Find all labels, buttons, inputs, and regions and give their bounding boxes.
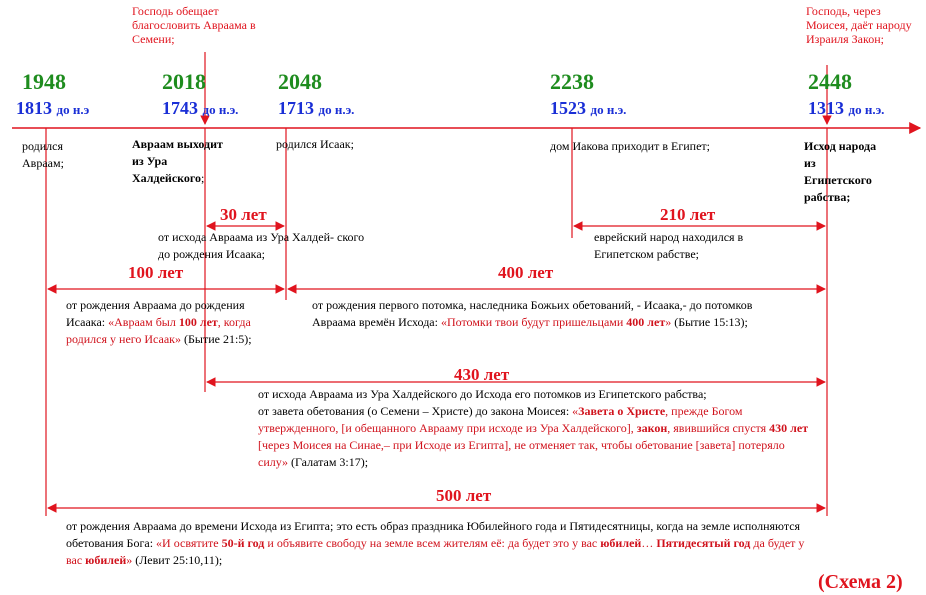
event-abraham-born: родился Авраам; <box>22 139 64 170</box>
year-bc-1313: 1313 до н.э. <box>808 98 885 118</box>
year-bc-1523: 1523 до н.э. <box>550 98 627 118</box>
event-abraham-leaves: Авраам выходит из Ура Халдейского; <box>132 137 223 185</box>
year-bc-1813: 1813 до н.э <box>16 98 90 118</box>
span-210-label: 210 лет <box>660 205 716 224</box>
span-30-desc: от исхода Авраама из Ура Халдей- ского до рождения Исаака; <box>158 230 365 261</box>
year-am-2448: 2448 <box>808 69 852 94</box>
span-100-label: 100 лет <box>128 263 184 282</box>
span-400-label: 400 лет <box>498 263 554 282</box>
event-jacob-egypt: дом Иакова приходит в Египет; <box>550 139 710 153</box>
span-210-desc: еврейский народ находился в Египетском рабстве; <box>594 230 744 261</box>
year-am-2238: 2238 <box>550 69 594 94</box>
year-am-2018: 2018 <box>162 69 206 94</box>
year-am-1948: 1948 <box>22 69 66 94</box>
note-blessing: Господь обещает благословить Авраама в Семени; <box>132 4 256 46</box>
year-am-2048: 2048 <box>278 69 322 94</box>
span-430-desc: от исхода Авраама из Ура Халдейского до Исхода его потомков из Египетского рабства; от завета обетования (о Семени – Христе) до закона Моисея: «Завета о Христе, прежде Богом утвержденного, [и обещанного Аврааму при исходе из Ура Халдейского], закон, явившийся спустя 430 лет [через Моисея на Синае,– при Исходе из Египта], не отменяет так, чтобы обетование [завета] потеряло силу» (Галатам 3:17); <box>258 387 809 469</box>
event-exodus: Исход народа из Египетского рабства; <box>804 139 877 204</box>
schema-label: (Схема 2) <box>818 571 903 593</box>
span-400-desc: от рождения первого потомка, наследника Божьих обетований, - Исаака,- до потомков Авраама времён Исхода: «Потомки твои будут пришельцами 400 лет» (Бытие 15:13); <box>312 298 753 329</box>
event-isaac-born: родился Исаак; <box>276 137 354 151</box>
year-bc-1713: 1713 до н.э. <box>278 98 355 118</box>
span-500-label: 500 лет <box>436 486 492 505</box>
span-500-desc: от рождения Авраама до времени Исхода из Египта; это есть образ праздника Юбилейного года и Пятидесятницы, когда на земле исполняются обетования Бога: «И освятите 50-й год и объявите свободу на земле всем жителям её: да будет это у вас юбилей… Пятидесятый год да будет у вас юбилей» (Левит 25:10,11); <box>66 519 805 567</box>
year-bc-1743: 1743 до н.э. <box>162 98 239 118</box>
span-100-desc: от рождения Авраама до рождения Исаака: «Авраам был 100 лет, когда родился у него Исаак» (Бытие 21:5); <box>66 298 252 346</box>
note-law: Господь, через Моисея, даёт народу Израиля Закон; <box>806 4 912 46</box>
span-430-label: 430 лет <box>454 365 510 384</box>
span-30-label: 30 лет <box>220 205 267 224</box>
